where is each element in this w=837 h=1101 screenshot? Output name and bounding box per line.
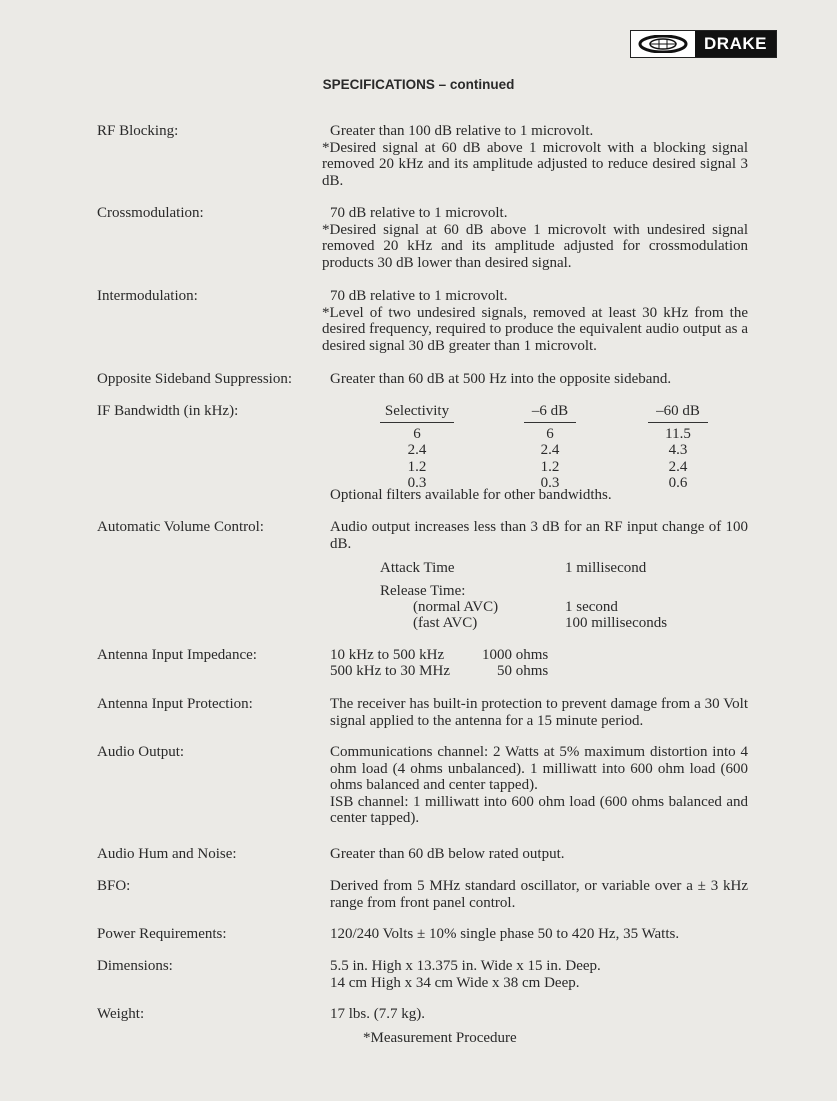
table-column-6db (524, 403, 576, 492)
spec-value-avc: Audio output increases less than 3 dB for an RF input change of 100 dB. (330, 519, 748, 552)
column-header: Selectivity (380, 403, 454, 423)
avc-fast-value: 100 milliseconds (565, 615, 668, 631)
spec-value-bfo: Derived from 5 MHz standard oscillator, or variable over a ± 3 kHz range from front panel control. (330, 878, 748, 911)
table-cell: 1.2 (540, 458, 560, 475)
spec-label-crossmodulation: Crossmodulation: (97, 205, 204, 221)
avc-normal-label: (normal AVC) (413, 599, 499, 615)
drake-emblem-icon (631, 31, 695, 57)
spec-label-hum-noise: Audio Hum and Noise: (97, 846, 237, 862)
avc-attack-value: 1 millisecond (565, 560, 647, 576)
impedance-range-2: 500 kHz to 30 MHz (330, 663, 450, 679)
spec-value-hum-noise: Greater than 60 dB below rated output. (330, 846, 565, 862)
table-column-selectivity (380, 403, 454, 492)
table-cell: 0.6 (668, 475, 688, 491)
table-cell: 0.3 (407, 475, 427, 491)
spec-label-if-bandwidth: IF Bandwidth (in kHz): (97, 403, 239, 419)
spec-value-power: 120/240 Volts ± 10% single phase 50 to 420 Hz, 35 Watts. (330, 926, 680, 942)
spec-value-rf-blocking (322, 123, 748, 189)
spec-line: Greater than 100 dB relative to 1 microvolt. (330, 123, 594, 139)
table-column-60db (648, 403, 708, 492)
spec-label-protection: Antenna Input Protection: (97, 696, 253, 712)
spec-footnote-line: *Desired signal at 60 dB above 1 microvolt with a blocking signal removed 20 kHz and its amplitude adjusted to reduce desired signal 3 dB. (322, 139, 748, 189)
drake-logo-text: DRAKE (695, 31, 776, 57)
impedance-value-2: 50 ohms (497, 663, 549, 679)
spec-footnote-line: *Desired signal at 60 dB above 1 microvolt with undesired signal removed 20 kHz and its amplitude adjusted for crossmodulation products 30 dB lower than desired signal. (322, 221, 748, 271)
drake-logo (630, 30, 777, 58)
impedance-range-1: 10 kHz to 500 kHz (330, 647, 445, 663)
page-title: SPECIFICATIONS – continued (322, 77, 515, 92)
spec-label-audio-output: Audio Output: (97, 744, 185, 760)
spec-line: 5.5 in. High x 13.375 in. Wide x 15 in. Deep. (330, 958, 601, 974)
table-cell: 11.5 (665, 425, 691, 442)
spec-value-crossmodulation (322, 205, 748, 271)
table-cell: 1.2 (407, 458, 427, 475)
spec-value-dimensions (330, 958, 748, 991)
spec-label-opposite-sideband: Opposite Sideband Suppression: (97, 371, 292, 387)
avc-attack-label: Attack Time (380, 560, 455, 576)
spec-footnote-line: *Level of two undesired signals, removed at least 30 kHz from the desired frequency, required to produce the equivalent audio output as a desired signal 30 dB greater than 1 microvolt. (322, 304, 748, 354)
spec-line: Communications channel: 2 Watts at 5% maximum distortion into 4 ohm load (4 ohms unbalanced). 1 milliwatt into 600 ohm load (600 ohms balanced and center tapped). (330, 744, 748, 793)
avc-normal-value: 1 second (565, 599, 618, 615)
spec-line: ISB channel: 1 milliwatt into 600 ohm load (600 ohms balanced and center tapped). (330, 793, 748, 826)
column-header: –60 dB (648, 403, 708, 423)
table-cell: 2.4 (407, 442, 427, 458)
avc-fast-label: (fast AVC) (413, 615, 478, 631)
spec-label-power: Power Requirements: (97, 926, 227, 942)
spec-value-audio-output (330, 744, 748, 827)
table-cell: 6 (413, 425, 421, 442)
table-cell: 0.3 (540, 475, 560, 491)
spec-label-avc: Automatic Volume Control: (97, 519, 264, 535)
table-cell: 6 (546, 425, 554, 442)
spec-label-intermodulation: Intermodulation: (97, 288, 198, 304)
spec-label-bfo: BFO: (97, 878, 131, 894)
table-cell: 2.4 (668, 458, 688, 475)
spec-line: 70 dB relative to 1 microvolt. (330, 205, 508, 221)
spec-value-intermodulation (322, 288, 748, 354)
spec-label-dimensions: Dimensions: (97, 958, 173, 974)
table-cell: 4.3 (668, 442, 688, 458)
if-bandwidth-note: Optional filters available for other bandwidths. (330, 487, 612, 503)
spec-label-rf-blocking: RF Blocking: (97, 123, 179, 139)
spec-value-protection: The receiver has built-in protection to prevent damage from a 30 Volt signal applied to the antenna for a 15 minute period. (330, 696, 748, 729)
spec-value-opposite-sideband: Greater than 60 dB at 500 Hz into the opposite sideband. (330, 371, 672, 387)
column-header: –6 dB (524, 403, 576, 423)
table-cell: 2.4 (540, 442, 560, 458)
spec-value-weight: 17 lbs. (7.7 kg). (330, 1006, 425, 1022)
spec-label-weight: Weight: (97, 1006, 145, 1022)
impedance-value-1: 1000 ohms (482, 647, 549, 663)
avc-release-label: Release Time: (380, 583, 466, 599)
spec-line: 70 dB relative to 1 microvolt. (330, 288, 508, 304)
footnote: *Measurement Procedure (363, 1030, 517, 1046)
spec-line: 14 cm High x 34 cm Wide x 38 cm Deep. (330, 974, 580, 991)
spec-label-impedance: Antenna Input Impedance: (97, 647, 257, 663)
